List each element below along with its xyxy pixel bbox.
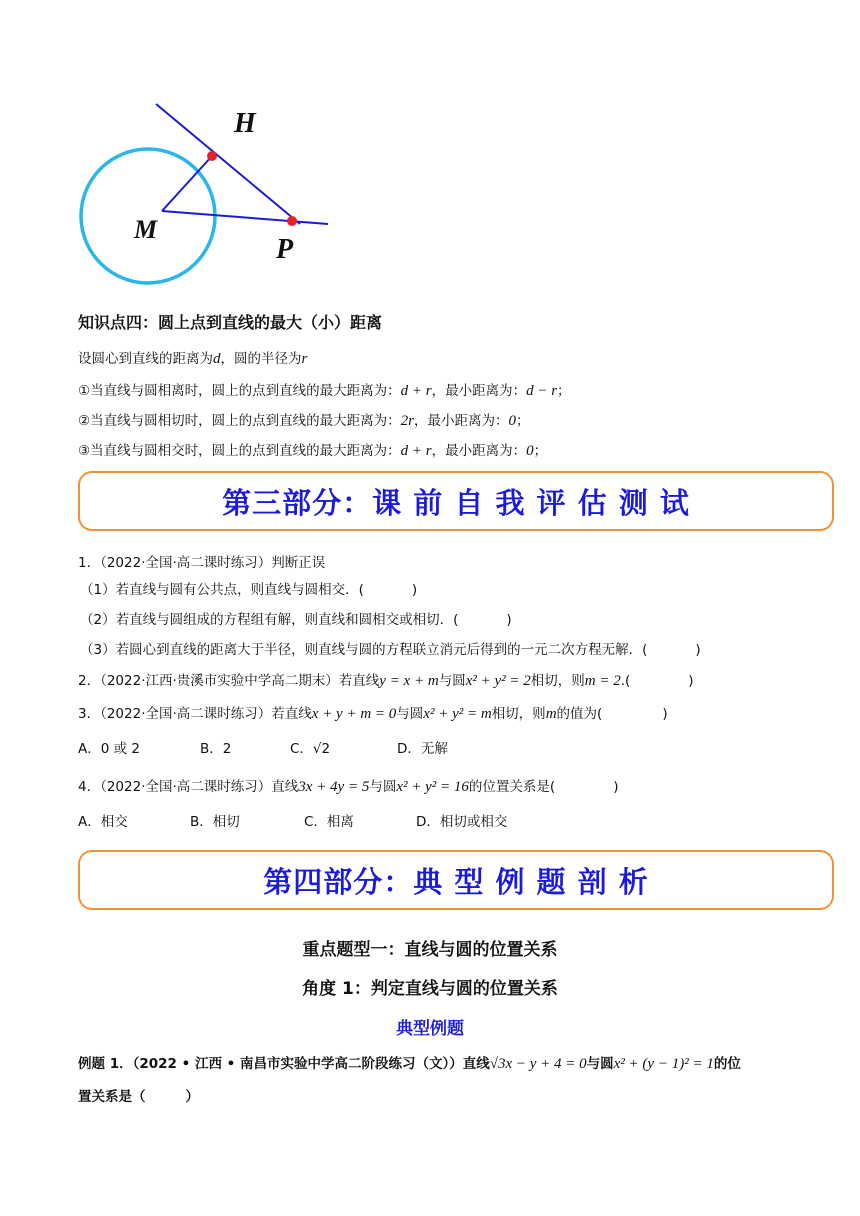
q3-text: 相切，则	[491, 706, 546, 722]
example-1-eq-line: √3x − y + 4 = 0	[489, 1056, 587, 1072]
kp4-intro-text-2: ，圆的半径为	[220, 351, 302, 367]
q4-option-a[interactable]: A．相交	[78, 814, 128, 830]
paren-close: )	[662, 706, 668, 722]
kp4-item-max: 2r	[400, 413, 414, 429]
example-1-eq-circle: x² + (y − 1)² = 1	[613, 1056, 714, 1072]
q2	[78, 671, 694, 691]
q2-eq-circle: x² + y² = 2	[465, 673, 531, 689]
kp4-item-mid: ，最小距离为：	[413, 413, 509, 429]
q3-option-a[interactable]: A．0 或 2	[78, 741, 140, 757]
paren-close: )	[613, 779, 619, 795]
q3-eq-line: x + y + m = 0	[311, 706, 397, 722]
paren-close: )	[411, 582, 418, 598]
paren-close: )	[695, 642, 701, 658]
q4-option-b[interactable]: B．相切	[190, 814, 240, 830]
secant-line	[162, 211, 328, 224]
kp4-item-3	[78, 441, 547, 461]
radius-line	[162, 156, 212, 211]
q1-stem: 1．（2022·全国·高二课时练习）判断正误	[78, 555, 326, 571]
q3	[78, 704, 668, 724]
q3-eq-circle: x² + y² = m	[423, 706, 492, 722]
q3-text: 的值为(	[556, 706, 603, 722]
q1-sub-2	[80, 610, 512, 630]
q3-option-d[interactable]: D．无解	[397, 741, 448, 757]
label-m: M	[134, 215, 158, 244]
q4-eq-line: 3x + 4y = 5	[298, 779, 370, 795]
kp4-item-mid: ，最小距离为：	[431, 383, 527, 399]
paren-close: ）	[185, 1089, 199, 1105]
kp4-item-end: ；	[515, 413, 530, 429]
kp4-item-max: d + r	[400, 443, 432, 459]
kp4-item-1	[78, 381, 571, 401]
angle-1-title: 角度 1：判定直线与圆的位置关系	[302, 979, 558, 999]
var-d: d	[213, 351, 221, 367]
kp4-item-text: ②当直线与圆相切时，圆上的点到直线的最大距离为：	[78, 413, 401, 429]
example-1-text: 置关系是（	[78, 1089, 146, 1105]
section-4-title: 第四部分：典 型 例 题 剖 析	[263, 864, 649, 899]
q4-text: 的位置关系是(	[468, 779, 556, 795]
q4-eq-circle: x² + y² = 16	[396, 779, 469, 795]
label-h: H	[234, 108, 256, 139]
q4-option-c[interactable]: C．相离	[304, 814, 354, 830]
tangent-line	[156, 104, 300, 224]
kp4-title: 知识点四：圆上点到直线的最大（小）距离	[78, 313, 383, 332]
section-3-banner	[78, 471, 834, 531]
circle-tangent-figure	[76, 96, 336, 296]
kp4-item-end: ；	[557, 383, 571, 399]
section-4-banner	[78, 850, 834, 910]
q1-sub-1	[80, 580, 417, 600]
example-1-text: 例题 1．（2022 • 江西 • 南昌市实验中学高二阶段练习（文））直线	[78, 1056, 490, 1072]
kp4-item-text: ①当直线与圆相离时，圆上的点到直线的最大距离为：	[78, 383, 401, 399]
kp4-item-min: d − r	[526, 383, 558, 399]
kp4-item-mid: ，最小距离为：	[431, 443, 527, 459]
q2-eq-line: y = x + m	[379, 673, 439, 689]
q4-text: 4．（2022·全国·高二课时练习）直线	[78, 779, 299, 795]
q3-option-c[interactable]: C．√2	[290, 741, 331, 757]
paren-close: )	[506, 612, 512, 628]
q4-text: 与圆	[369, 779, 397, 795]
kp4-item-text: ③当直线与圆相交时，圆上的点到直线的最大距离为：	[78, 443, 401, 459]
q1-sub-text: （3）若圆心到直线的距离大于半径，则直线与圆的方程联立消元后得到的一元二次方程无解．(	[80, 642, 648, 658]
example-1	[78, 1054, 741, 1074]
point-h	[207, 151, 217, 161]
example-1-text: 的位	[713, 1056, 741, 1072]
kp4-item-min: 0	[526, 443, 534, 459]
q3-text: 与圆	[396, 706, 424, 722]
kp4-item-max: d + r	[400, 383, 432, 399]
type-1-title: 重点题型一：直线与圆的位置关系	[302, 940, 558, 960]
kp4-intro-text: 设圆心到直线的距离为	[78, 351, 213, 367]
kp4-item-end: ；	[533, 443, 548, 459]
examples-heading: 典型例题	[396, 1019, 464, 1039]
example-1-cont	[78, 1087, 199, 1107]
q1-sub-3	[80, 640, 701, 660]
section-3-title: 第三部分：课 前 自 我 评 估 测 试	[222, 485, 690, 520]
q2-text: 相切，则	[530, 673, 585, 689]
q2-text: 与圆	[438, 673, 466, 689]
q1-sub-text: （1）若直线与圆有公共点，则直线与圆相交．(	[80, 582, 364, 598]
example-1-text: 与圆	[586, 1056, 614, 1072]
q4-option-d[interactable]: D．相切或相交	[416, 814, 508, 830]
kp4-intro	[78, 349, 307, 369]
q4	[78, 777, 618, 797]
label-p: P	[276, 234, 294, 265]
q3-option-b[interactable]: B．2	[200, 741, 232, 757]
point-p	[287, 216, 297, 226]
q2-eq-m: m = 2	[584, 673, 621, 689]
q1-sub-text: （2）若直线与圆组成的方程组有解，则直线和圆相交或相切．(	[80, 612, 459, 628]
q2-text: 2．（2022·江西·贵溪市实验中学高二期末）若直线	[78, 673, 380, 689]
q2-text: .(	[620, 673, 631, 689]
q3-eq-m: m	[545, 706, 557, 722]
q3-text: 3．（2022·全国·高二课时练习）若直线	[78, 706, 312, 722]
var-r: r	[301, 351, 308, 367]
kp4-item-min: 0	[508, 413, 516, 429]
kp4-item-2	[78, 411, 529, 431]
paren-close: )	[688, 673, 694, 689]
